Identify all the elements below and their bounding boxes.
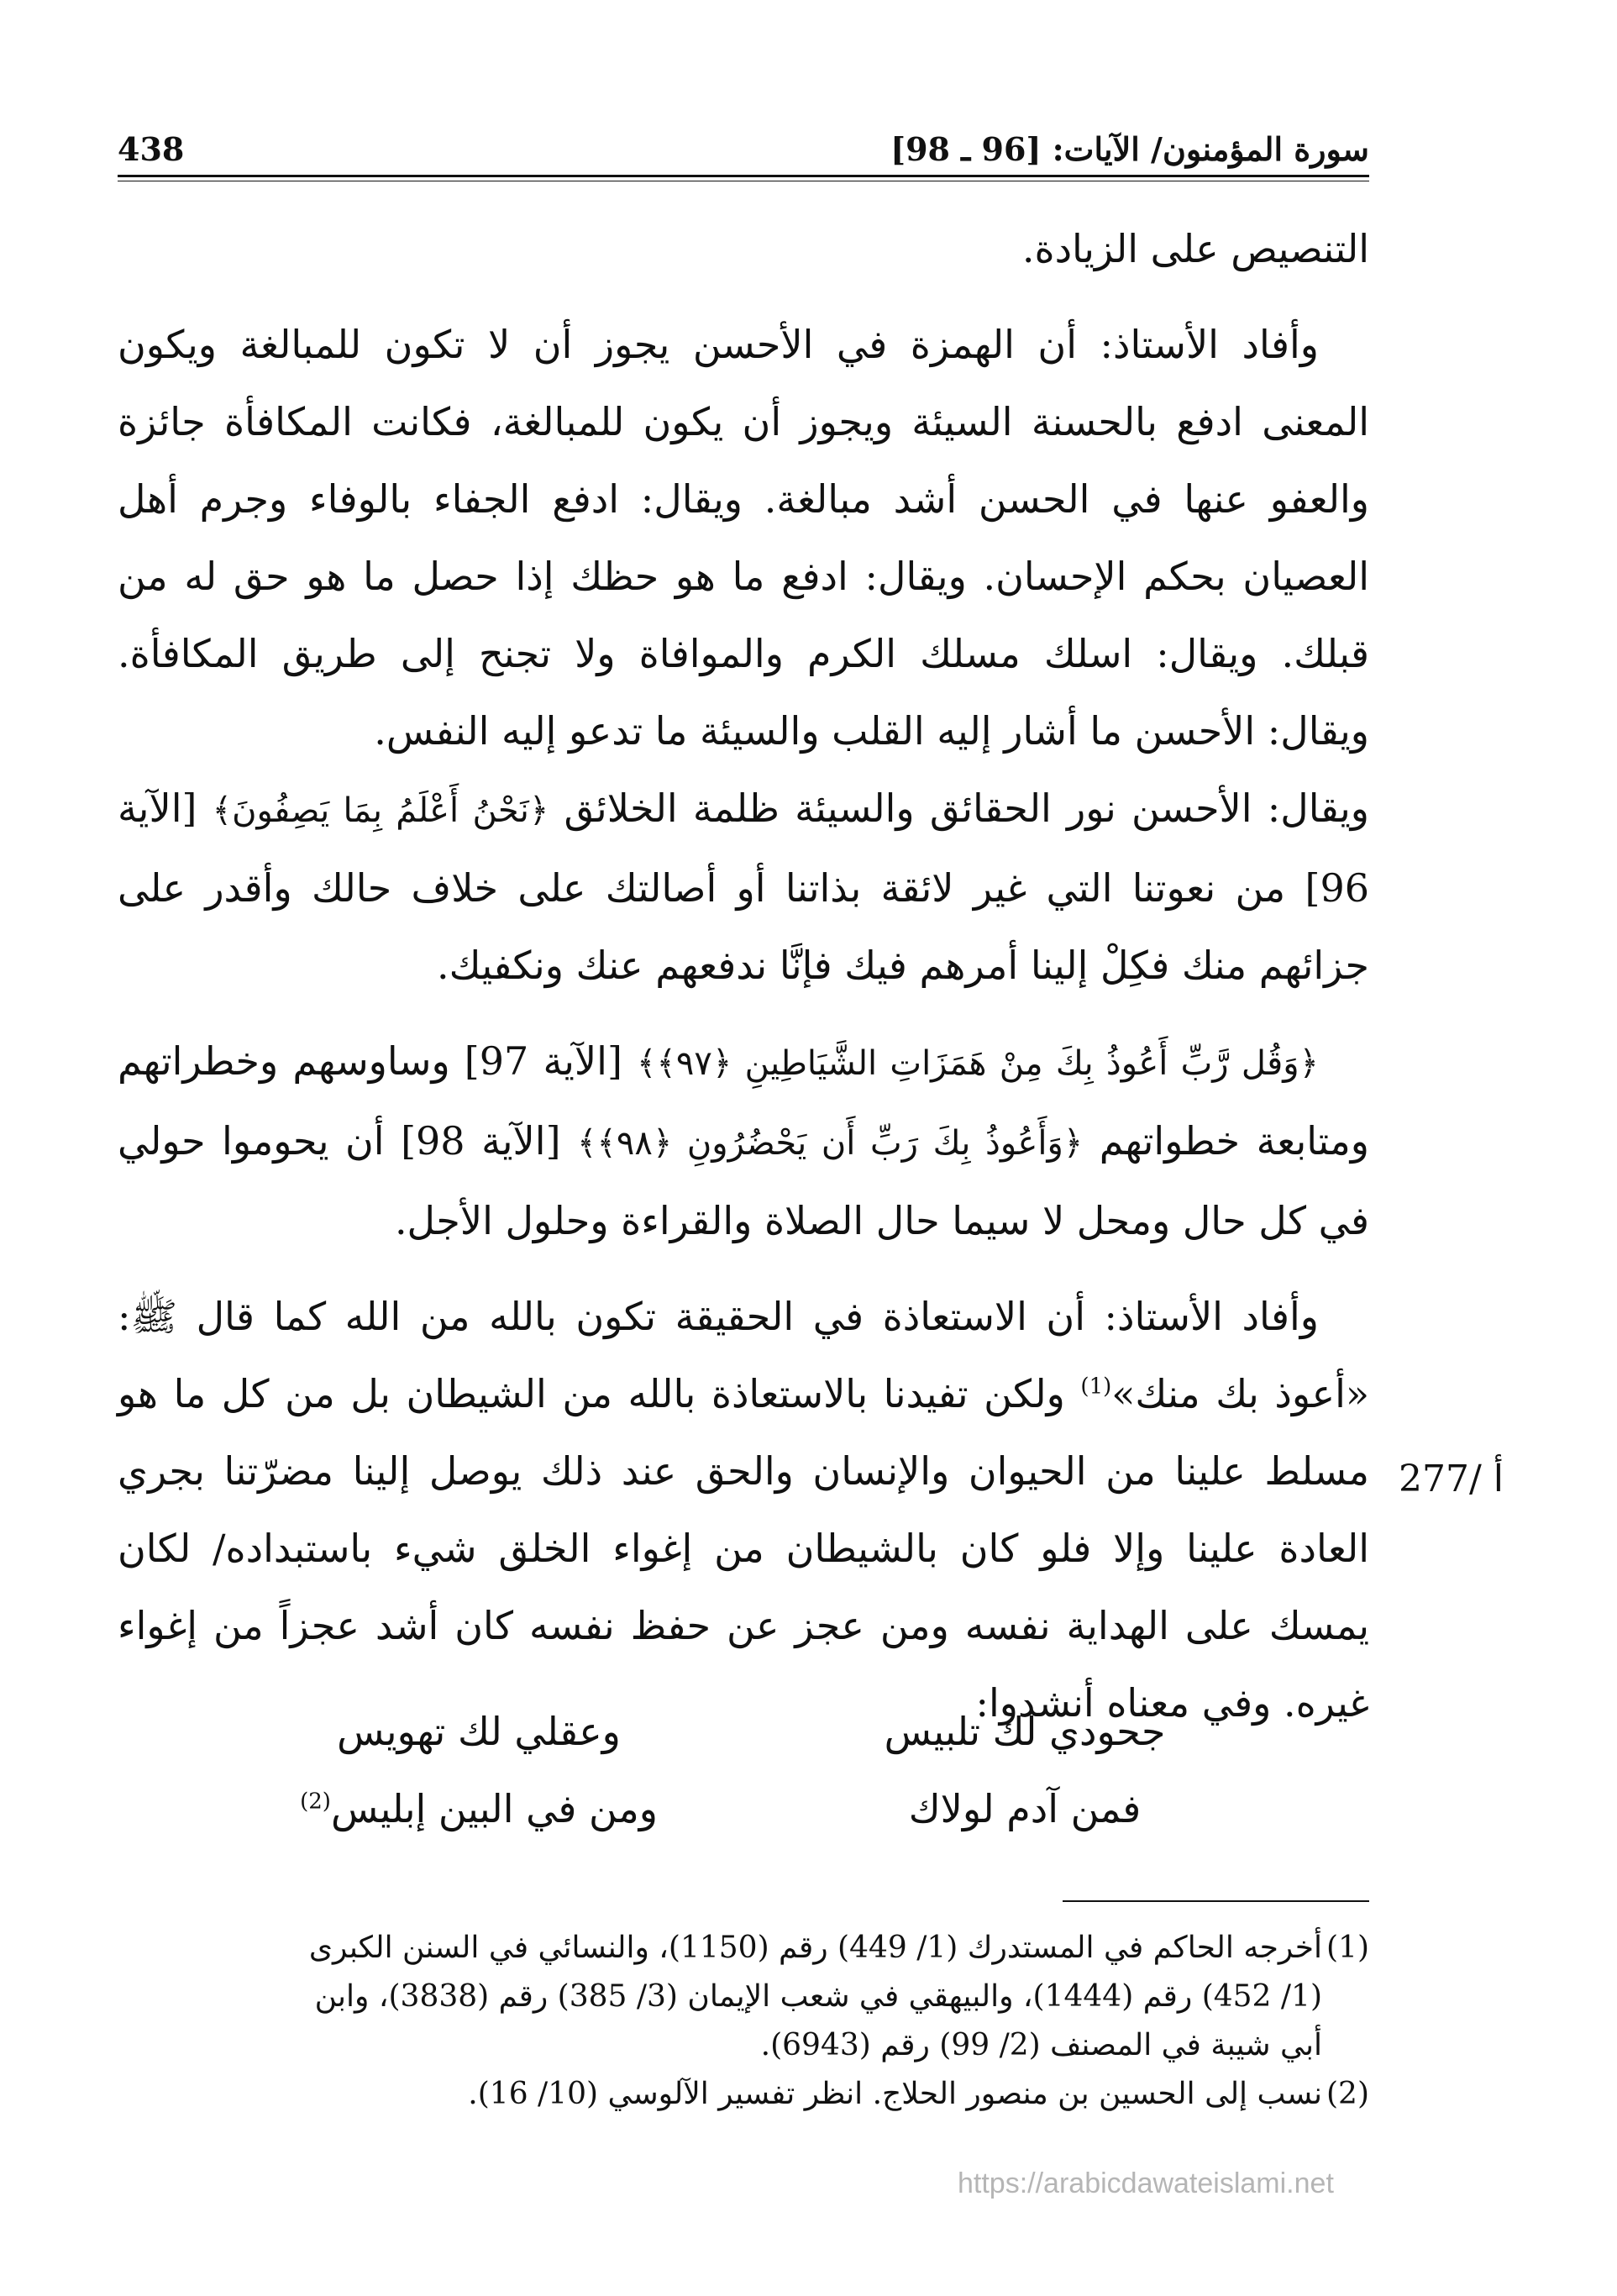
main-text <box>118 210 1369 1742</box>
paragraph-4-text: [الآية 97] وساوسهم وخطراتهم ومتابعة خطواتهم <box>118 1038 1369 1164</box>
footnote-separator <box>1063 1900 1369 1902</box>
paragraph-3-commentary: [الآية 96] من نعوتنا التي غير لائقة بذاتنا أو أصالتك على خلاف حالك وأقدر على جزائهم منك فكِلْ إلينا أمرهم فيك فإنَّا ندفعهم عنك ونكفيك. <box>118 785 1369 988</box>
footnote-2 <box>118 2070 1369 2119</box>
paragraph-5-text: وأفاد الأستاذ: أن الاستعاذة في الحقيقة تكون بالله من الله كما قال ﷺ: «أعوذ بك منك» <box>118 1294 1370 1416</box>
footnote-1-line-2: (1/ 452) رقم (1444)، والبيهقي في شعب الإيمان (3/ 385) رقم (3838)، وابن <box>314 1979 1322 2014</box>
footnote-1 <box>118 1924 1369 1973</box>
paragraph-5-continuation: ولكن تفيدنا بالاستعاذة بالله من الشيطان بل من كل ما هو مسلط علينا من الحيوان والإنسان والحق عند ذلك يوصل إلينا مضرّتنا بجري العادة علينا وإلا فلو كان بالشيطان من إغواء الخلق شيء باستبداده/ لكان يمسك على الهداية نفسه ومن عجز عن حفظ نفسه كان أشد عجزاً من إغواء غيره. وفي معناه أنشدوا: <box>118 1371 1369 1726</box>
paragraph-2: وأفاد الأستاذ: أن الهمزة في الأحسن يجوز أن لا تكون للمبالغة ويكون المعنى ادفع بالحسنة السيئة ويجوز أن يكون للمبالغة، فكانت المكافأة جائزة والعفو عنها في الحسن أشد مبالغة. ويقال: ادفع الجفاء بالوفاء وجرم أهل العصيان بحكم الإحسان. ويقال: ادفع ما هو حظك إذا حصل ما هو حق له من قبلك. ويقال: اسلك مسلك الكرم والموافاة ولا تجنح إلى طريق المكافأة. ويقال: الأحسن ما أشار إليه القلب والسيئة ما تدعو إليه النفس. <box>118 322 1369 754</box>
poem-verse-1 <box>252 1693 1252 1770</box>
paragraph-4 <box>118 1022 1369 1259</box>
quran-verse-98: ﴿وَأَعُوذُ بِكَ رَبِّ أَن يَحْضُرُونِ ﴿٩٨﴾﴾ <box>577 1124 1084 1163</box>
watermark-url: https://arabicdawateislami.net <box>958 2167 1334 2199</box>
page-number: 438 <box>118 130 185 168</box>
poem <box>252 1693 1252 1847</box>
verse-2-first-hemistich: فمن آدم لولاك <box>908 1786 1142 1831</box>
verse-2-second-text: ومن في البين إبليس <box>330 1786 658 1831</box>
verse-2-second-hemistich <box>252 1770 706 1847</box>
verse-1-second-hemistich: وعقلي لك تهويس <box>337 1709 621 1754</box>
poem-verse-2 <box>252 1770 1252 1847</box>
header-rule <box>118 175 1369 181</box>
quran-verse-97: ﴿وَقُل رَّبِّ أَعُوذُ بِكَ مِنْ هَمَزَاتِ الشَّيَاطِينِ ﴿٩٧﴾﴾ <box>637 1044 1319 1083</box>
footnote-2-number: (2) <box>1326 2077 1369 2111</box>
footnote-ref-1: (1) <box>1080 1374 1112 1400</box>
paragraph-3 <box>118 770 1369 1004</box>
footnote-ref-2: (2) <box>300 1789 331 1815</box>
footnotes <box>118 1924 1369 2119</box>
footnote-1-line-1: أخرجه الحاكم في المستدرك (1/ 449) رقم (1150)، والنسائي في السنن الكبرى <box>308 1931 1322 1965</box>
paragraph-4-commentary: [الآية 98] أن يحوموا حولي في كل حال ومحل لا سيما حال الصلاة والقراءة وحلول الأجل. <box>118 1118 1369 1243</box>
paragraph-5 <box>118 1278 1369 1742</box>
quran-verse-96: ﴿نَحْنُ أَعْلَمُ بِمَا يَصِفُونَ﴾ <box>212 791 549 830</box>
footnote-1-line-3: أبي شيبة في المصنف (2/ 99) رقم (6943). <box>760 2028 1322 2062</box>
paragraph-3-text: ويقال: الأحسن نور الحقائق والسيئة ظلمة الخلائق <box>564 785 1369 831</box>
paragraph-1: التنصيص على الزيادة. <box>1021 226 1369 271</box>
running-title: سورة المؤمنون/ الآيات: [96 ـ 98] <box>890 130 1369 168</box>
manuscript-folio-note: 277/ أ <box>1399 1458 1504 1500</box>
footnote-1-number: (1) <box>1326 1931 1369 1965</box>
footnote-2-text: نسب إلى الحسين بن منصور الحلاج. انظر تفسير الآلوسي (10/ 16). <box>468 2077 1322 2111</box>
verse-1-first-hemistich: جحودي لك تلبيس <box>884 1709 1166 1754</box>
page-header <box>118 118 1369 168</box>
